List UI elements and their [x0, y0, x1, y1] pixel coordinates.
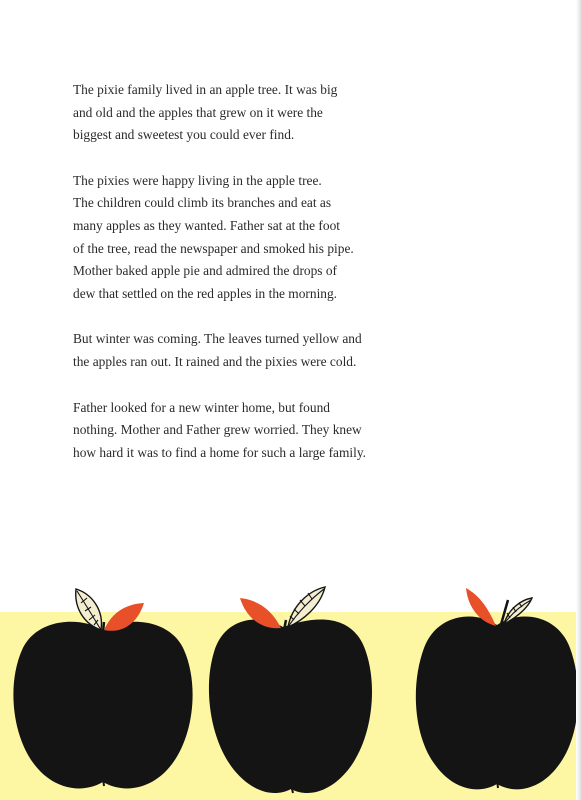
page-edge-shadow [576, 0, 582, 800]
story-line: dew that settled on the red apples in the morning. [73, 285, 338, 301]
story-line: how hard it was to find a home for such a large family. [73, 444, 367, 460]
story-line: the apples ran out. It rained and the pixies were cold. [73, 353, 357, 369]
story-line: and old and the apples that grew on it were the [73, 104, 323, 120]
apple-middle-icon [209, 587, 372, 793]
story-line: of the tree, read the newspaper and smoked his pipe. [73, 240, 354, 256]
story-line: The pixies were happy living in the apple tree. [73, 172, 322, 188]
story-line: Mother baked apple pie and admired the drops of [73, 263, 338, 279]
story-line: Father looked for a new winter home, but found [73, 399, 330, 415]
apple-right-icon [416, 588, 578, 789]
apple-left-icon [13, 589, 192, 788]
story-line: biggest and sweetest you could ever find. [73, 127, 295, 143]
story-line: many apples as they wanted. Father sat at the foot [73, 217, 340, 233]
story-line: nothing. Mother and Father grew worried. They knew [73, 422, 362, 438]
story-line: But winter was coming. The leaves turned yellow and [73, 331, 362, 347]
story-line: The pixie family lived in an apple tree. It was big [73, 82, 338, 97]
story-line: The children could climb its branches and eat as [73, 195, 332, 211]
